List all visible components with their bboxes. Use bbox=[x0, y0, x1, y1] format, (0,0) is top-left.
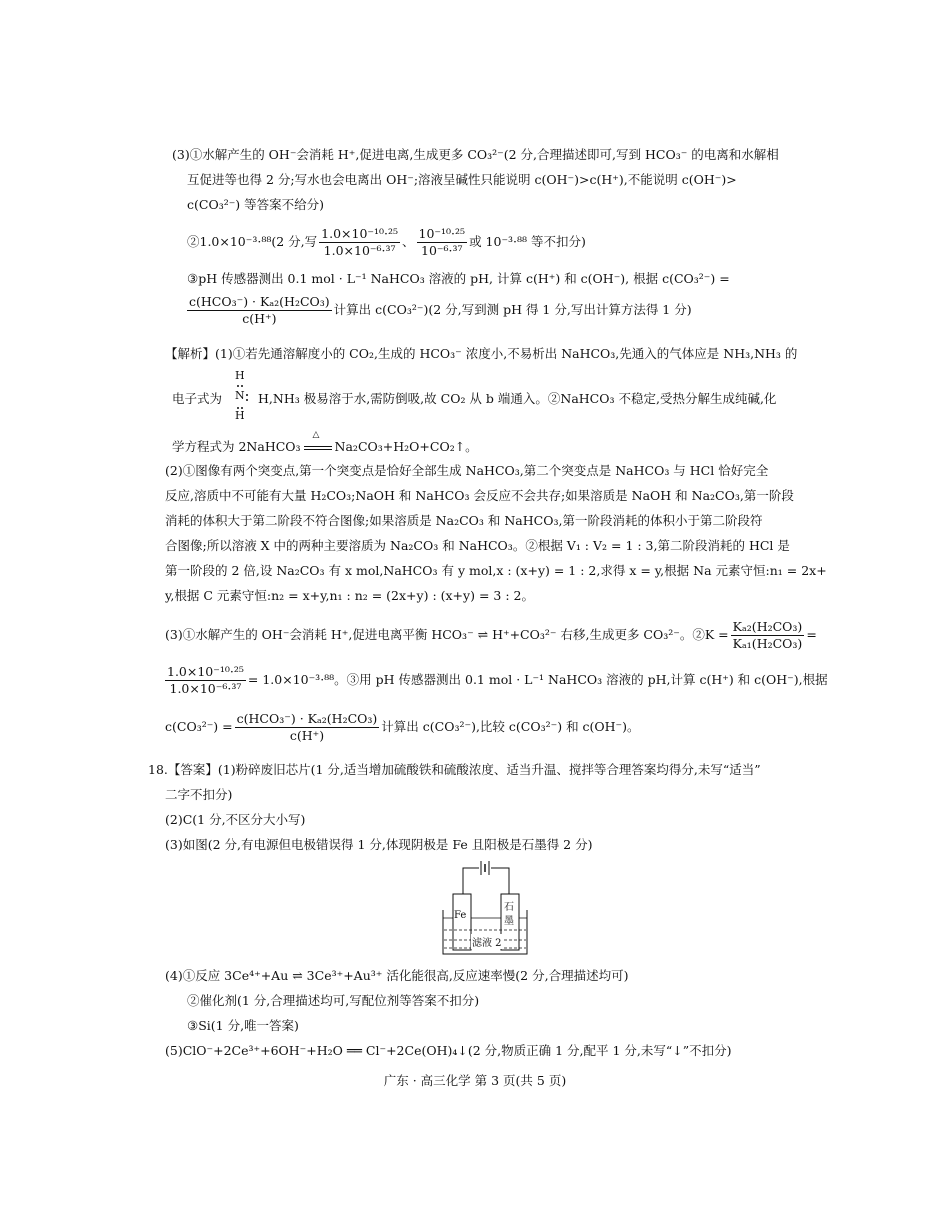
lewis-h-bottom: H bbox=[235, 409, 245, 422]
fraction-3-den: c(H⁺) bbox=[242, 311, 277, 326]
answer-3-line-4 bbox=[187, 226, 586, 259]
q18-line-1: 18.【答案】(1)粉碎废旧芯片(1 分,适当增加硫酸铁和硫酸浓度、适当升温、搅拌等合理答案均得分,未写“适当” bbox=[148, 762, 761, 777]
analysis-line-b4: 合图像;所以溶液 X 中的两种主要溶质为 Na₂CO₃ 和 NaHCO₃。②根据 V₁ : V₂ = 1 : 3,第二阶段消耗的 HCl 是 bbox=[165, 538, 790, 553]
analysis-line-2 bbox=[172, 390, 776, 408]
solution-label: 滤液 2 bbox=[471, 934, 503, 949]
answer-3-line-5: ③pH 传感器测出 0.1 mol · L⁻¹ NaHCO₃ 溶液的 pH, 计算 c(H⁺) 和 c(OH⁻), 根据 c(CO₃²⁻) = bbox=[187, 271, 730, 286]
fraction-3 bbox=[187, 294, 332, 327]
fraction-1-den: 1.0×10⁻⁶·³⁷ bbox=[323, 243, 396, 258]
graphite-label-1: 石 bbox=[504, 902, 514, 913]
analysis-c2-post: = 1.0×10⁻³·⁸⁸。③用 pH 传感器测出 0.1 mol · L⁻¹ NaHCO₃ 溶液的 pH,计算 c(H⁺) 和 c(OH⁻),根据 bbox=[247, 672, 828, 687]
fraction-3-num: c(HCO₃⁻) · Kₐ₂(H₂CO₃) bbox=[189, 294, 330, 309]
answer-3-line-6 bbox=[187, 294, 692, 327]
q18-line-8: (5)ClO⁻+2Ce³⁺+6OH⁻+H₂O ══ Cl⁻+2Ce(OH)₄↓(2 分,物质正确 1 分,配平 1 分,未写“↓”不扣分) bbox=[165, 1043, 732, 1058]
fraction-4 bbox=[165, 664, 246, 697]
analysis-line-b3: 消耗的体积大于第二阶段不符合图像;如果溶质是 Na₂CO₃ 和 NaHCO₃,第一阶段消耗的体积小于第二阶段符 bbox=[165, 513, 763, 528]
answer-3-l6-post: 计算出 c(CO₃²⁻)(2 分,写到测 pH 得 1 分,写出计算方法得 1 分) bbox=[333, 302, 692, 317]
answer-3-line-2: 互促进等也得 2 分;写水也会电离出 OH⁻;溶液呈碱性只能说明 c(OH⁻)>c(H⁺),不能说明 c(OH⁻)> bbox=[187, 172, 737, 187]
answer-3-l4-post: 或 10⁻³·⁸⁸ 等不扣分) bbox=[469, 234, 586, 249]
fraction-2 bbox=[417, 226, 468, 259]
analysis-c3-pre: c(CO₃²⁻) = bbox=[165, 719, 233, 734]
nh3-lewis-structure bbox=[232, 371, 248, 427]
heat-arrow bbox=[301, 430, 335, 456]
analysis-l3-post: Na₂CO₃+H₂O+CO₂↑。 bbox=[334, 439, 478, 454]
fraction-5 bbox=[235, 711, 380, 744]
fraction-1-num: 1.0×10⁻¹⁰·²⁵ bbox=[321, 226, 399, 241]
analysis-line-b6: y,根据 C 元素守恒:n₂ = x+y,n₁ : n₂ = (2x+y) : (x+y) = 3 : 2。 bbox=[165, 588, 534, 603]
analysis-line-b5: 第一阶段的 2 倍,设 Na₂CO₃ 有 x mol,NaHCO₃ 有 y mol,x : (x+y) = 1 : 2,求得 x = y,根据 Na 元素守恒:n₁ = 2x+ bbox=[165, 563, 827, 578]
analysis-line-b1: (2)①图像有两个突变点,第一个突变点是恰好全部生成 NaHCO₃,第二个突变点是 NaHCO₃ 与 HCl 恰好完全 bbox=[165, 463, 769, 478]
analysis-line-1: 【解析】(1)①若先通溶解度小的 CO₂,生成的 HCO₃⁻ 浓度小,不易析出 NaHCO₃,先通入的气体应是 NH₃,NH₃ 的 bbox=[165, 346, 798, 361]
graphite-label-2: 墨 bbox=[504, 916, 514, 927]
lewis-n: N bbox=[235, 389, 245, 402]
lewis-h-top: H bbox=[235, 369, 245, 382]
analysis-line-c2 bbox=[165, 664, 828, 697]
fraction-5-den: c(H⁺) bbox=[289, 728, 325, 743]
analysis-c1-pre: (3)①水解产生的 OH⁻会消耗 H⁺,促进电离平衡 HCO₃⁻ ⇌ H⁺+CO₃²⁻ 右移,生成更多 CO₃²⁻。②K = bbox=[165, 627, 729, 642]
q18-line-3: (2)C(1 分,不区分大小写) bbox=[165, 812, 306, 827]
analysis-line-b2: 反应,溶质中不可能有大量 H₂CO₃;NaOH 和 NaHCO₃ 会反应不会共存;如果溶质是 NaOH 和 Na₂CO₃,第一阶段 bbox=[165, 488, 794, 503]
fe-electrode-label: Fe bbox=[454, 910, 467, 921]
analysis-l3-pre: 学方程式为 2NaHCO₃ bbox=[172, 439, 301, 454]
electrolysis-diagram bbox=[441, 860, 529, 956]
q18-line-6: ②催化剂(1 分,合理描述均可,写配位剂等答案不扣分) bbox=[187, 993, 480, 1008]
fraction-k bbox=[731, 619, 805, 652]
fraction-4-num: 1.0×10⁻¹⁰·²⁵ bbox=[167, 664, 244, 679]
answer-3-line-3: c(CO₃²⁻) 等答案不给分) bbox=[187, 197, 325, 212]
analysis-c3-post: 计算出 c(CO₃²⁻),比较 c(CO₃²⁻) 和 c(OH⁻)。 bbox=[381, 719, 640, 734]
analysis-l2-post: H,NH₃ 极易溶于水,需防倒吸,故 CO₂ 从 b 端通入。②NaHCO₃ 不稳定,受热分解生成纯碱,化 bbox=[258, 391, 777, 406]
fraction-1 bbox=[319, 226, 400, 259]
answer-3-l4-pre: ②1.0×10⁻³·⁸⁸(2 分,写 bbox=[187, 234, 318, 249]
analysis-line-c1 bbox=[165, 619, 817, 652]
q18-line-4: (3)如图(2 分,有电源但电极错误得 1 分,体现阴极是 Fe 且阳极是石墨得 2 分) bbox=[165, 837, 593, 852]
fraction-2-den: 10⁻⁶·³⁷ bbox=[421, 243, 463, 258]
q18-line-5: (4)①反应 3Ce⁴⁺+Au ⇌ 3Ce³⁺+Au³⁺ 活化能很高,反应速率慢(2 分,合理描述均可) bbox=[165, 968, 629, 983]
page-footer: 广东 · 高三化学 第 3 页(共 5 页) bbox=[383, 1073, 567, 1088]
lewis-dots bbox=[232, 371, 248, 427]
heat-symbol: △ bbox=[312, 430, 320, 440]
fraction-k-num: Kₐ₂(H₂CO₃) bbox=[732, 619, 803, 634]
analysis-line-c3 bbox=[165, 711, 640, 744]
fraction-4-den: 1.0×10⁻⁶·³⁷ bbox=[169, 681, 242, 696]
analysis-l2-pre: 电子式为 bbox=[172, 391, 223, 406]
analysis-c1-post: = bbox=[806, 627, 817, 642]
q18-line-2: 二字不扣分) bbox=[165, 787, 233, 802]
analysis-line-3 bbox=[172, 430, 478, 456]
q18-line-7: ③Si(1 分,唯一答案) bbox=[187, 1018, 299, 1033]
fraction-5-num: c(HCO₃⁻) · Kₐ₂(H₂CO₃) bbox=[236, 711, 378, 726]
fraction-2-num: 10⁻¹⁰·²⁵ bbox=[418, 226, 466, 241]
separator: 、 bbox=[402, 234, 415, 249]
fraction-k-den: Kₐ₁(H₂CO₃) bbox=[732, 636, 803, 651]
answer-3-line-1: (3)①水解产生的 OH⁻会消耗 H⁺,促进电离,生成更多 CO₃²⁻(2 分,合理描述即可,写到 HCO₃⁻ 的电离和水解相 bbox=[172, 147, 779, 162]
